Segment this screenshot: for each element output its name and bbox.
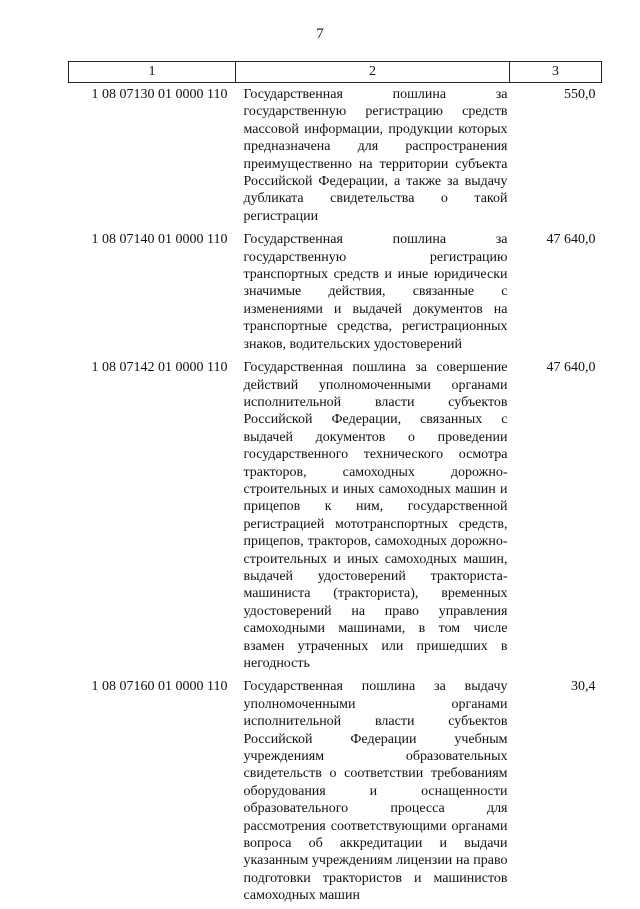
budget-classification-code: 1 08 07140 01 0000 110 [91, 232, 228, 248]
revenue-description: Государственная пошлина за выдачу уполномоченными органами исполнительной власти субъектов Российской Федерации учебным учреждениям образовательных свидетельств о соответствии требованиям оборудования и оснащенности образовательного процесса для рассмотрения соответствующими органами вопроса об аккредитации и выдачи указанным учреждениям лицензии на право подготовки трактористов и машинистов самоходных машин [243, 679, 508, 904]
column-header-2: 2 [236, 62, 510, 83]
amount-value: 47 640,0 [546, 360, 596, 376]
amount-value: 30,4 [571, 679, 596, 695]
table-row [69, 229, 602, 357]
amount-value: 550,0 [564, 87, 596, 102]
table-header-row [69, 62, 602, 83]
amount-value: 47 640,0 [546, 232, 596, 248]
fee-table [68, 61, 602, 909]
table-row [69, 676, 602, 908]
page-number: 7 [316, 26, 324, 42]
budget-classification-code: 1 08 07130 01 0000 110 [91, 87, 228, 102]
table-row [69, 83, 602, 230]
column-header-1: 1 [69, 62, 236, 83]
table-row [69, 357, 602, 676]
revenue-description: Государственная пошлина за государственную регистрацию средств массовой информации, продукции которых предназначена для распространения преимущественно на территории субъекта Российской Федерации, а также за выдачу дубликата свидетельства о такой регистрации [243, 87, 508, 224]
revenue-description: Государственная пошлина за государственную регистрацию транспортных средств и иные юридически значимые действия, связанные с изменениями и выдачей документов на транспортные средства, регистрационных знаков, водительских удостоверений [243, 232, 508, 352]
column-header-3: 3 [510, 62, 602, 83]
revenue-description: Государственная пошлина за совершение действий уполномоченными органами исполнительной власти субъектов Российской Федерации, связанных с выдачей документов о проведении государственного технического осмотра тракторов, самоходных дорожно-строительных и иных самоходных машин и прицепов к ним, государственной регистрацией мототранспортных средств, прицепов, тракторов, самоходных дорожно-строительных и иных самоходных машин, выдачей удостоверений тракториста-машиниста (тракториста), временных удостоверений на право управления самоходными машинами, в том числе взамен утраченных или пришедших в негодность [243, 360, 508, 671]
budget-classification-code: 1 08 07160 01 0000 110 [91, 679, 228, 695]
budget-classification-code: 1 08 07142 01 0000 110 [91, 360, 228, 376]
